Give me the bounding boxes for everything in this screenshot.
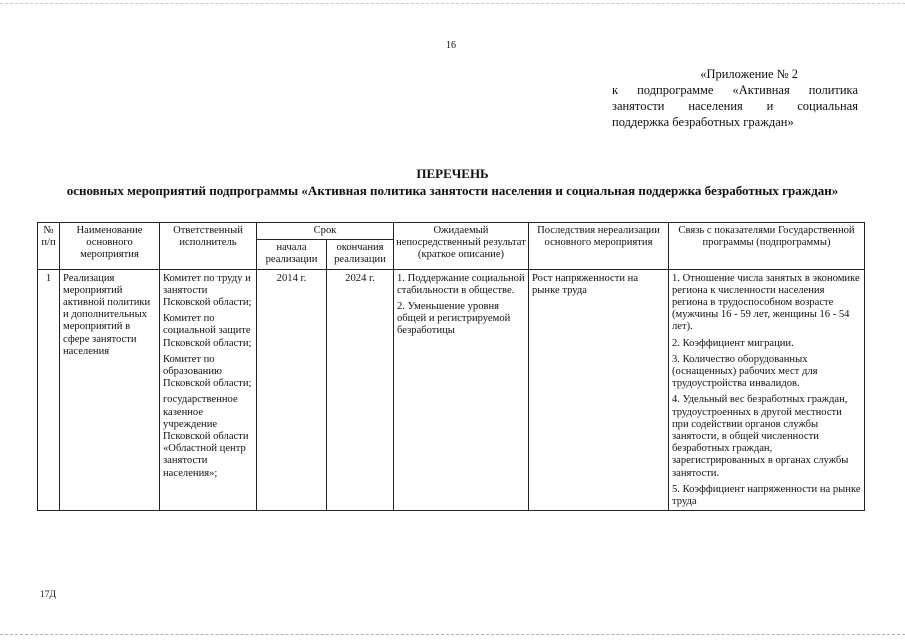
table-header-row [38,223,865,240]
header-term: Срок [257,223,394,240]
header-term-start: начала реализации [257,240,327,269]
cell-start: 2014 г. [257,269,327,511]
cell-result [394,269,529,511]
responsible-item: Комитет по образованию Псковской области; [163,353,252,390]
result-item: 2. Уменьшение уровня общей и регистрируемой безработицы [397,301,511,337]
appendix-word: подпрограмме [637,83,714,97]
header-link: Связь с показателями Государственной программы (подпрограммы) [669,223,865,270]
appendix-heading [612,66,858,130]
responsible-item: государственное казенное учреждение Псковской области «Областной центр занятости населения»; [163,394,249,479]
appendix-word: к [612,83,619,97]
page-number: 16 [446,40,456,51]
measures-table [37,222,865,511]
link-item: 4. Удельный вес безработных граждан, трудоустроенных в другой местности при содействии органов службы занятости, в общей численности безработных граждан, зарегистрированных в органах службы занятости. [672,394,849,479]
appendix-word: социальная [797,99,858,113]
link-item: 5. Коэффициент напряженности на рынке труда [672,483,861,508]
header-term-end: окончания реализации [327,240,394,269]
document-title: ПЕРЕЧЕНЬ [416,166,489,181]
appendix-word: «Активная [732,83,790,97]
cell-responsible [160,269,257,511]
table-row [38,269,865,511]
appendix-word: политика [808,83,858,97]
header-consequences: Последствия нереализации основного мероприятия [529,223,669,270]
link-item: 3. Количество оборудованных (оснащенных) рабочих мест для трудоустройства инвалидов. [672,353,818,390]
appendix-word: и [766,99,774,113]
appendix-word: населения [688,99,743,113]
result-item: 1. Поддержание социальной стабильности в обществе. [397,272,525,296]
scan-edge-bottom [0,634,905,635]
document-subtitle: основных мероприятий подпрограммы «Активная политика занятости населения и социальная поддержка безработных граждан» [66,183,839,198]
link-item: 1. Отношение числа занятых в экономике региона к численности населения региона в трудоспособном возрасте (мужчины 16 - 59 лет, женщины 16 - 54 лет). [672,272,860,333]
header-num: № п/п [38,223,60,270]
cell-consequences: Рост напряженности на рынке труда [529,269,669,511]
header-result: Ожидаемый непосредственный результат (краткое описание) [394,223,529,270]
cell-num: 1 [38,269,60,511]
link-item: 2. Коэффициент миграции. [672,337,794,349]
responsible-item: Комитет по социальной защите Псковской области; [163,313,252,349]
cell-name: Реализация мероприятий активной политики и дополнительных мероприятий в сфере занятости населения [60,269,160,511]
appendix-line-1: «Приложение № 2 [700,67,798,81]
appendix-line-2 [612,82,858,98]
cell-links [669,269,865,511]
appendix-line-3 [612,98,858,114]
header-responsible: Ответственный исполнитель [160,223,257,270]
header-name: Наименование основного мероприятия [60,223,160,270]
appendix-word: занятости [612,99,665,113]
footer-mark: 17Д [40,590,56,600]
cell-end: 2024 г. [327,269,394,511]
responsible-item: Комитет по труду и занятости Псковской области; [163,272,252,309]
appendix-line-4: поддержка безработных граждан» [612,115,794,129]
scan-edge-top [0,3,905,4]
